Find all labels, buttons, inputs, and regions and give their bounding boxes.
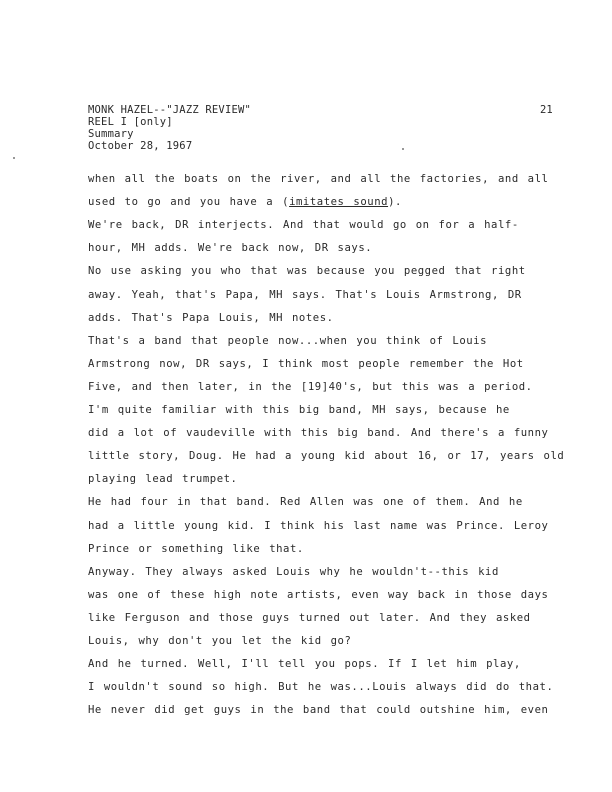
line-text: playing lead trumpet. [88,473,238,486]
transcript-line [88,219,519,231]
transcript-line [88,427,548,439]
transcript-line [88,358,524,370]
line-text: He had four in that band. Red Allen was one of them. And he [88,496,523,509]
transcript-line [88,173,548,185]
line-text: little story, Doug. He had a young kid about 16, or 17, years old [88,450,565,463]
underlined-phrase: imitates sound [289,196,389,209]
line-text: ). [388,196,402,209]
line-text: I'm quite familiar with this big band, MH says, because he [88,404,510,416]
line-text: I wouldn't sound so high. But he was...Louis always did do that. [88,681,554,694]
line-text: We're back, DR interjects. And that would go on for a half- [88,219,519,232]
line-text: Five, and then later, in the [19]40's, but this was a period. [88,380,533,393]
line-text: did a lot of vaudeville with this big band. And there's a funny [88,427,549,440]
transcript-line [88,566,499,578]
transcript-line [88,543,304,555]
line-text: He never did get guys in the band that could outshine him, even [88,704,549,717]
line-text: That's a band that people now...when you think of Louis [88,334,488,347]
transcript-line [88,589,548,601]
transcript-line [88,404,510,416]
transcript-line [88,658,521,670]
line-text: used to go and you have a ( [88,196,290,209]
line-text: away. Yeah, that's Papa, MH says. That's Louis Armstrong, DR [88,288,522,301]
transcript-line [88,612,531,624]
transcript-line [88,335,487,347]
line-text: Prince or something like that. [88,542,304,555]
transcript-line [88,242,372,254]
line-text: hour, MH adds. We're back now, DR says. [88,242,373,255]
transcript-line [88,450,564,462]
transcript-line [88,381,533,393]
line-text: No use asking you who that was because you pegged that right [88,265,526,278]
interview-date: October 28, 1967 [88,140,193,152]
line-text: had a little young kid. I think his last name was Prince. Leroy [88,519,549,532]
line-text: was one of these high note artists, even way back in those days [88,588,549,601]
transcript-line [88,312,334,324]
transcript-line [88,265,526,277]
summary-label: Summary [88,128,134,140]
line-text: Armstrong now, DR says, I think most people remember the Hot [88,357,524,370]
interview-title: MONK HAZEL--"JAZZ REVIEW" [88,104,252,116]
transcript-line [88,704,548,716]
reel-label: REEL I [only] [88,116,173,128]
transcript-line [88,289,522,301]
line-text: And he turned. Well, I'll tell you pops. If I let him play, [88,658,521,671]
line-text: like Ferguson and those guys turned out later. And they asked [88,611,531,624]
transcript-line [88,520,548,532]
page-number: 21 [540,104,553,116]
line-text: adds. That's Papa Louis, MH notes. [88,311,334,324]
transcript-line [88,196,402,208]
line-text: Anyway. They always asked Louis why he wouldn't--this kid [88,565,499,578]
transcript-line [88,496,523,508]
transcript-line [88,681,553,693]
scan-speck [402,148,404,150]
scan-speck [13,157,15,159]
transcript-line [88,473,238,485]
transcript-line [88,635,351,647]
line-text: when all the boats on the river, and all the factories, and all [88,173,549,185]
line-text: Louis, why don't you let the kid go? [88,635,352,647]
